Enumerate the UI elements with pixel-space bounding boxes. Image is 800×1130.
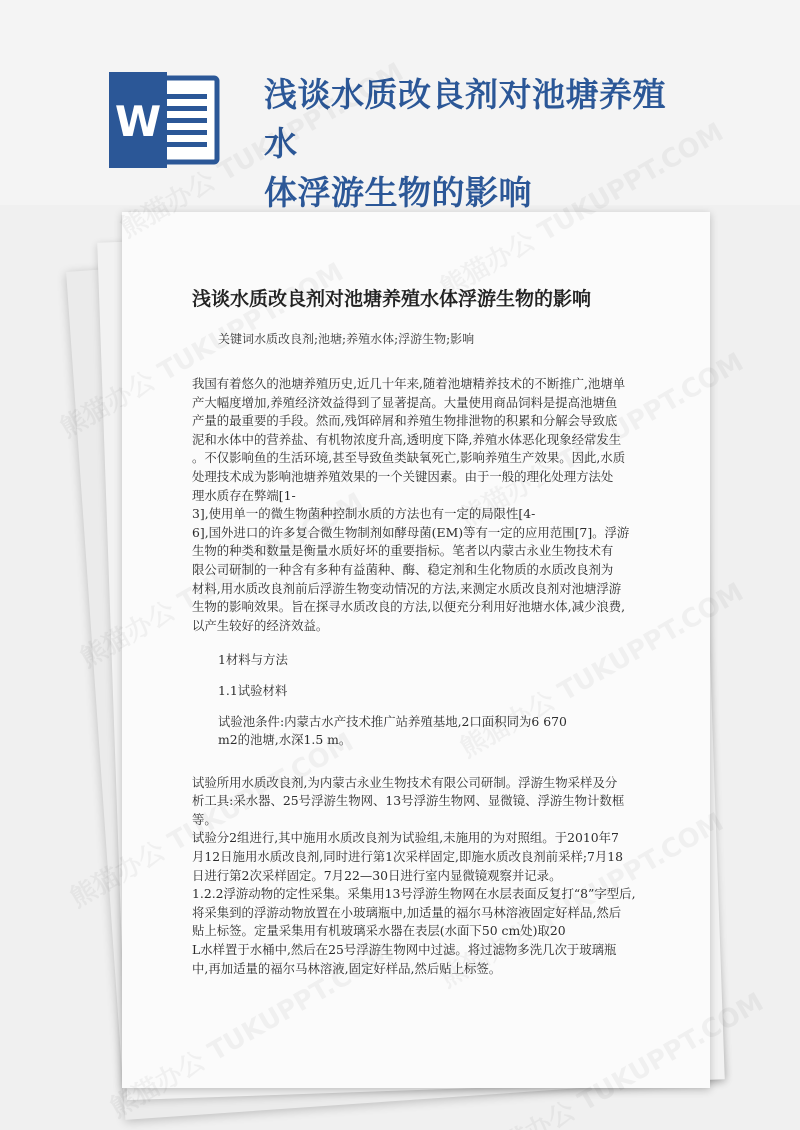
- header-title: [264, 70, 694, 217]
- section-heading-1: 1材料与方法: [218, 652, 288, 668]
- header-title-line-2: 体浮游生物的影响: [264, 173, 532, 212]
- header-banner: [0, 0, 800, 212]
- intro-paragraph: 我国有着悠久的池塘养殖历史,近几十年来,随着池塘精养技术的不断推广,池塘单 产大幅度增加,养殖经济效益得到了显著提高。大量使用商品饲料是提高池塘鱼 产量的最重要的手段。然而,残饵碎屑和养殖生物排泄物的积累和分解会导致底 泥和水体中的营养盐、有机物浓度升高,透明度下降,养殖水体恶化现象经常发生 。不仅影响鱼的生活环境,甚至导致鱼类缺氧死亡,影响养殖生产效果。因此,水质 处理技术成为影响池塘养殖效果的一个关键因素。由于一般的理化处理方法处 理水质存在弊端[1- 3],使用单一的微生物菌种控制水质的方法也有一定的局限性[4- 6],国外进口的许多复合微生物制剂如酵母菌(EM)等有一定的应用范围[7]。浮游 生物的种类和数量是衡量水质好坏的重要指标。笔者以内蒙古永业生物技术有 限公司研制的一种含有多种有益菌种、酶、稳定剂和生化物质的水质改良剂为 材料,用水质改良剂前后浮游生物变动情况的方法,来测定水质改良剂对池塘浮游 生物的影响效果。旨在探寻水质改良的方法,以便充分利用好池塘水体,减少浪费, 以产生较好的经济效益。: [192, 376, 630, 633]
- materials-paragraph: 试验所用水质改良剂,为内蒙古永业生物技术有限公司研制。浮游生物采样及分 析工具:采水器、25号浮游生物网、13号浮游生物网、显微镜、浮游生物计数框 等。: [192, 774, 625, 827]
- header-title-line-1: 浅谈水质改良剂对池塘养殖水: [264, 75, 666, 163]
- document-body: [192, 375, 644, 978]
- word-document-icon: [105, 72, 221, 168]
- document-page: [122, 212, 710, 1088]
- section-heading-1-1: 1.1试验材料: [218, 682, 288, 698]
- keywords-line: 关键词水质改良剂;池塘;养殖水体;浮游生物;影响: [218, 332, 475, 346]
- groups-paragraph: 试验分2组进行,其中施用水质改良剂为试验组,未施用的为对照组。于2010年7 月12日施用水质改良剂,同时进行第1次采样固定,即施水质改良剂前采样;7月18 日进行第2次采样固定。7月22—30日进行室内显微镜观察并记录。: [192, 830, 624, 883]
- word-logo-letter: W: [114, 97, 162, 146]
- sampling-paragraph: 1.2.2浮游动物的定性采集。采集用13号浮游生物网在水层表面反复打“8”字型后, 将采集到的浮游动物放置在小玻璃瓶中,加适量的福尔马林溶液固定好样品,然后 贴上标签。定量采集用有机玻璃采水器在表层(水面下50 cm处)取20 L水样置于水桶中,然后在25号浮游生物网中过滤。将过滤物多洗几次于玻璃瓶 中,再加适量的福尔马林溶液,固定好样品,然后贴上标签。: [192, 886, 636, 976]
- document-title: 浅谈水质改良剂对池塘养殖水体浮游生物的影响: [192, 288, 592, 310]
- pond-conditions-paragraph: 试验池条件:内蒙古水产技术推广站养殖基地,2口面积同为6 670 m2的池塘,水深1.5 m。: [218, 713, 567, 748]
